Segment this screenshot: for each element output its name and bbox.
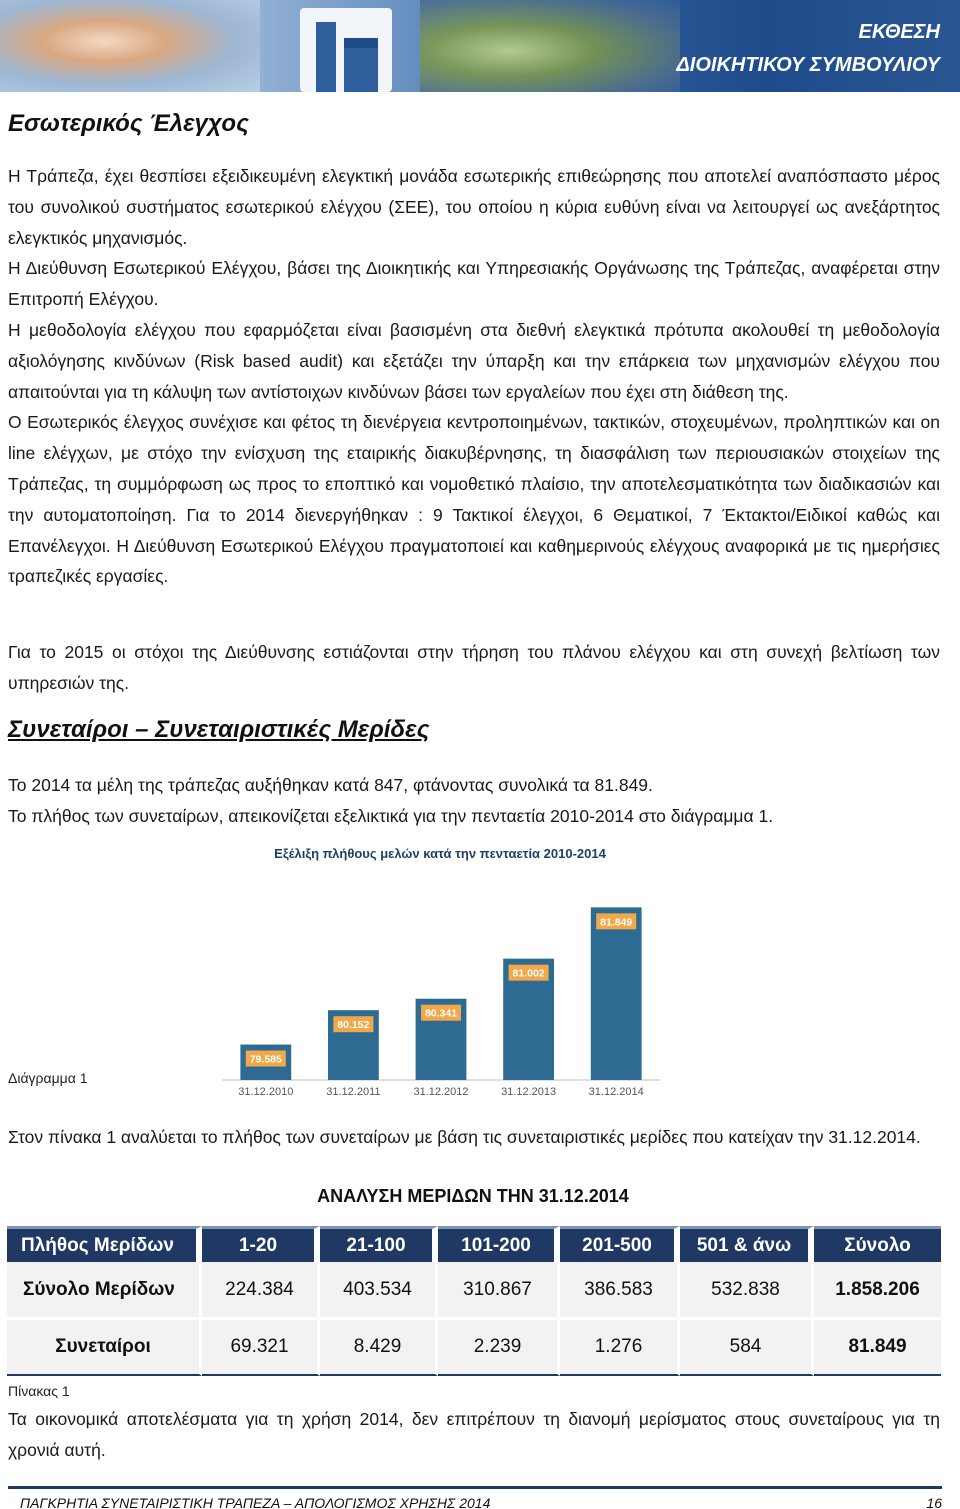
chart-tick-label: 31.12.2013 xyxy=(501,1086,557,1098)
members-chart xyxy=(200,840,680,1105)
table-header-cell: Πλήθος Μερίδων xyxy=(7,1226,202,1262)
table-header-cell: 21-100 xyxy=(320,1226,438,1262)
table-cell: 2.239 xyxy=(438,1320,560,1376)
table-cell: 584 xyxy=(680,1320,814,1376)
footer-title: ΠΑΓΚΡΗΤΙΑ ΣΥΝΕΤΑΙΡΙΣΤΙΚΗ ΤΡΑΠΕΖΑ – ΑΠΟΛΟΓΙΣΜΟΣ ΧΡΗΣΗΣ 2014 xyxy=(20,1495,491,1509)
table-header-cell: 101-200 xyxy=(438,1226,560,1262)
report-title-line2: ΔΙΟΙΚΗΤΙΚΟΥ ΣΥΜΒΟΥΛΙΟΥ xyxy=(676,54,940,76)
table-row-label: Σύνολο Μερίδων xyxy=(7,1262,202,1320)
chart-caption: Διάγραμμα 1 xyxy=(8,1070,88,1086)
table-header-row xyxy=(7,1226,941,1262)
chart-tick-label: 31.12.2014 xyxy=(588,1086,644,1098)
members-text xyxy=(8,770,940,832)
chart-tick-label: 31.12.2010 xyxy=(238,1086,294,1098)
report-title-line1: ΕΚΘΕΣΗ xyxy=(858,21,940,43)
chart-data-label: 80.152 xyxy=(337,1019,370,1032)
banner-photo-right xyxy=(420,0,680,92)
table-cell: 69.321 xyxy=(202,1320,320,1376)
chart-tick-label: 31.12.2012 xyxy=(413,1086,469,1098)
section-title-internal-audit: Εσωτερικός Έλεγχος xyxy=(8,110,249,137)
chart-title: Εξέλιξη πλήθους μελών κατά την πενταετία 2010-2014 xyxy=(274,846,606,861)
paragraph: Η μεθοδολογία ελέγχου που εφαρμόζεται είναι βασισμένη στα διεθνή ελεγκτικά πρότυπα ακολουθεί τη μεθοδολογία αξιολόγησης κινδύνων (Risk based audit) και εξετάζει την ύπαρξη και την επάρκεια των μηχανισμών ελέγχου που απαιτούνται για τη κάλυψη των αντίστοιχων κινδύνων βάσει των εργαλείων που έχει στη διάθεση της. xyxy=(8,319,940,402)
table-row xyxy=(7,1262,941,1320)
chart-tick-label: 31.12.2011 xyxy=(326,1086,381,1098)
bank-logo xyxy=(300,8,392,92)
chart-data-label: 81.002 xyxy=(512,967,545,980)
table-row xyxy=(7,1320,941,1376)
table-header-cell: 201-500 xyxy=(560,1226,680,1262)
table-cell: 532.838 xyxy=(680,1262,814,1320)
paragraph: Η Διεύθυνση Εσωτερικού Ελέγχου, βάσει της Διοικητικής και Υπηρεσιακής Οργάνωσης της Τράπεζας, αναφέρεται στην Επιτροπή Ελέγχου. xyxy=(8,258,940,310)
header-banner xyxy=(0,0,960,92)
table-cell: 386.583 xyxy=(560,1262,680,1320)
paragraph: Για το 2015 οι στόχοι της Διεύθυνσης εστιάζονται στην τήρηση του πλάνου ελέγχου και στη συνεχή βελτίωση των υπηρεσιών της. xyxy=(8,642,940,693)
paragraph: Ο Εσωτερικός έλεγχος συνέχισε και φέτος τη διενέργεια κεντροποιημένων, τακτικών, στοχευμένων, προληπτικών και on line ελέγχων, με στόχο την ενίσχυση της εταιρικής διακυβέρνησης, τη διασφάλιση των περιουσιακών στοιχείων της Τράπεζας, τη συμμόρφωση ως προς το εποπτικό και νομοθετικό πλαίσιο, την αποτελεσματικότητα των διαδικασιών και την αυτοματοποίηση. Για το 2014 διενεργήθηκαν : 9 Τακτικοί έλεγχοι, 6 Θεματικοί, 7 Έκτακτοι/Ειδικοί καθώς και Επανέλεγχοι. Η Διεύθυνση Εσωτερικού Ελέγχου πραγματοποιεί και καθημερινούς ελέγχους αναφορικά με τις ημερήσιες τραπεζικές εργασίες. xyxy=(8,412,940,587)
paragraph: Στον πίνακα 1 αναλύεται το πλήθος των συνεταίρων με βάση τις συνεταιριστικές μερίδες που κατείχαν την 31.12.2014. xyxy=(8,1127,921,1147)
table-cell: 1.276 xyxy=(560,1320,680,1376)
page-footer xyxy=(8,1486,942,1509)
table-total-cell: 81.849 xyxy=(814,1320,941,1376)
section-title-members: Συνεταίροι – Συνεταιριστικές Μερίδες xyxy=(8,716,430,743)
chart-data-label: 79.585 xyxy=(249,1053,282,1066)
table-caption: Πίνακας 1 xyxy=(8,1383,70,1399)
chart-plot xyxy=(200,840,680,1105)
table-header-cell: 501 & άνω xyxy=(680,1226,814,1262)
table-intro-text xyxy=(8,1122,940,1153)
paragraph: Η Τράπεζα, έχει θεσπίσει εξειδικευμένη ελεγκτική μονάδα εσωτερικής επιθεώρησης που αποτελεί αναπόσπαστο μέρος του συνολικού συστήματος εσωτερικού ελέγχου (ΣΕΕ), του οποίου η κύρια ευθύνη είναι να λειτουργεί ως ανεξάρτητος ελεγκτικός μηχανισμός. xyxy=(8,166,940,248)
dividend-text xyxy=(8,1404,940,1466)
table-cell: 310.867 xyxy=(438,1262,560,1320)
table-header-cell: 1-20 xyxy=(202,1226,320,1262)
table-header-cell: Σύνολο xyxy=(814,1226,941,1262)
audit-goals-text xyxy=(8,637,940,699)
page-number: 16 xyxy=(926,1495,942,1509)
paragraph: Το 2014 τα μέλη της τράπεζας αυξήθηκαν κατά 847, φτάνοντας συνολικά τα 81.849. xyxy=(8,775,653,795)
table-cell: 403.534 xyxy=(320,1262,438,1320)
table-title: ΑΝΑΛΥΣΗ ΜΕΡΙΔΩΝ ΤΗΝ 31.12.2014 xyxy=(317,1186,629,1206)
shares-table xyxy=(7,1226,941,1376)
paragraph: Το πλήθος των συνεταίρων, απεικονίζεται εξελικτικά για την πενταετία 2010-2014 στο διάγραμμα 1. xyxy=(8,805,774,826)
table-row-label: Συνεταίροι xyxy=(7,1320,202,1376)
table-total-cell: 1.858.206 xyxy=(814,1262,941,1320)
chart-data-label: 81.849 xyxy=(600,916,633,929)
table-cell: 8.429 xyxy=(320,1320,438,1376)
paragraph: Τα οικονομικά αποτελέσματα για τη χρήση 2014, δεν επιτρέπουν τη διανομή μερίσματος στους συνεταίρους για τη χρονιά αυτή. xyxy=(8,1409,940,1460)
table-cell: 224.384 xyxy=(202,1262,320,1320)
report-title xyxy=(676,16,940,82)
internal-audit-text xyxy=(8,161,940,592)
banner-photo-left xyxy=(0,0,260,92)
chart-data-label: 80.341 xyxy=(424,1007,458,1020)
chart-bar xyxy=(591,907,642,1080)
